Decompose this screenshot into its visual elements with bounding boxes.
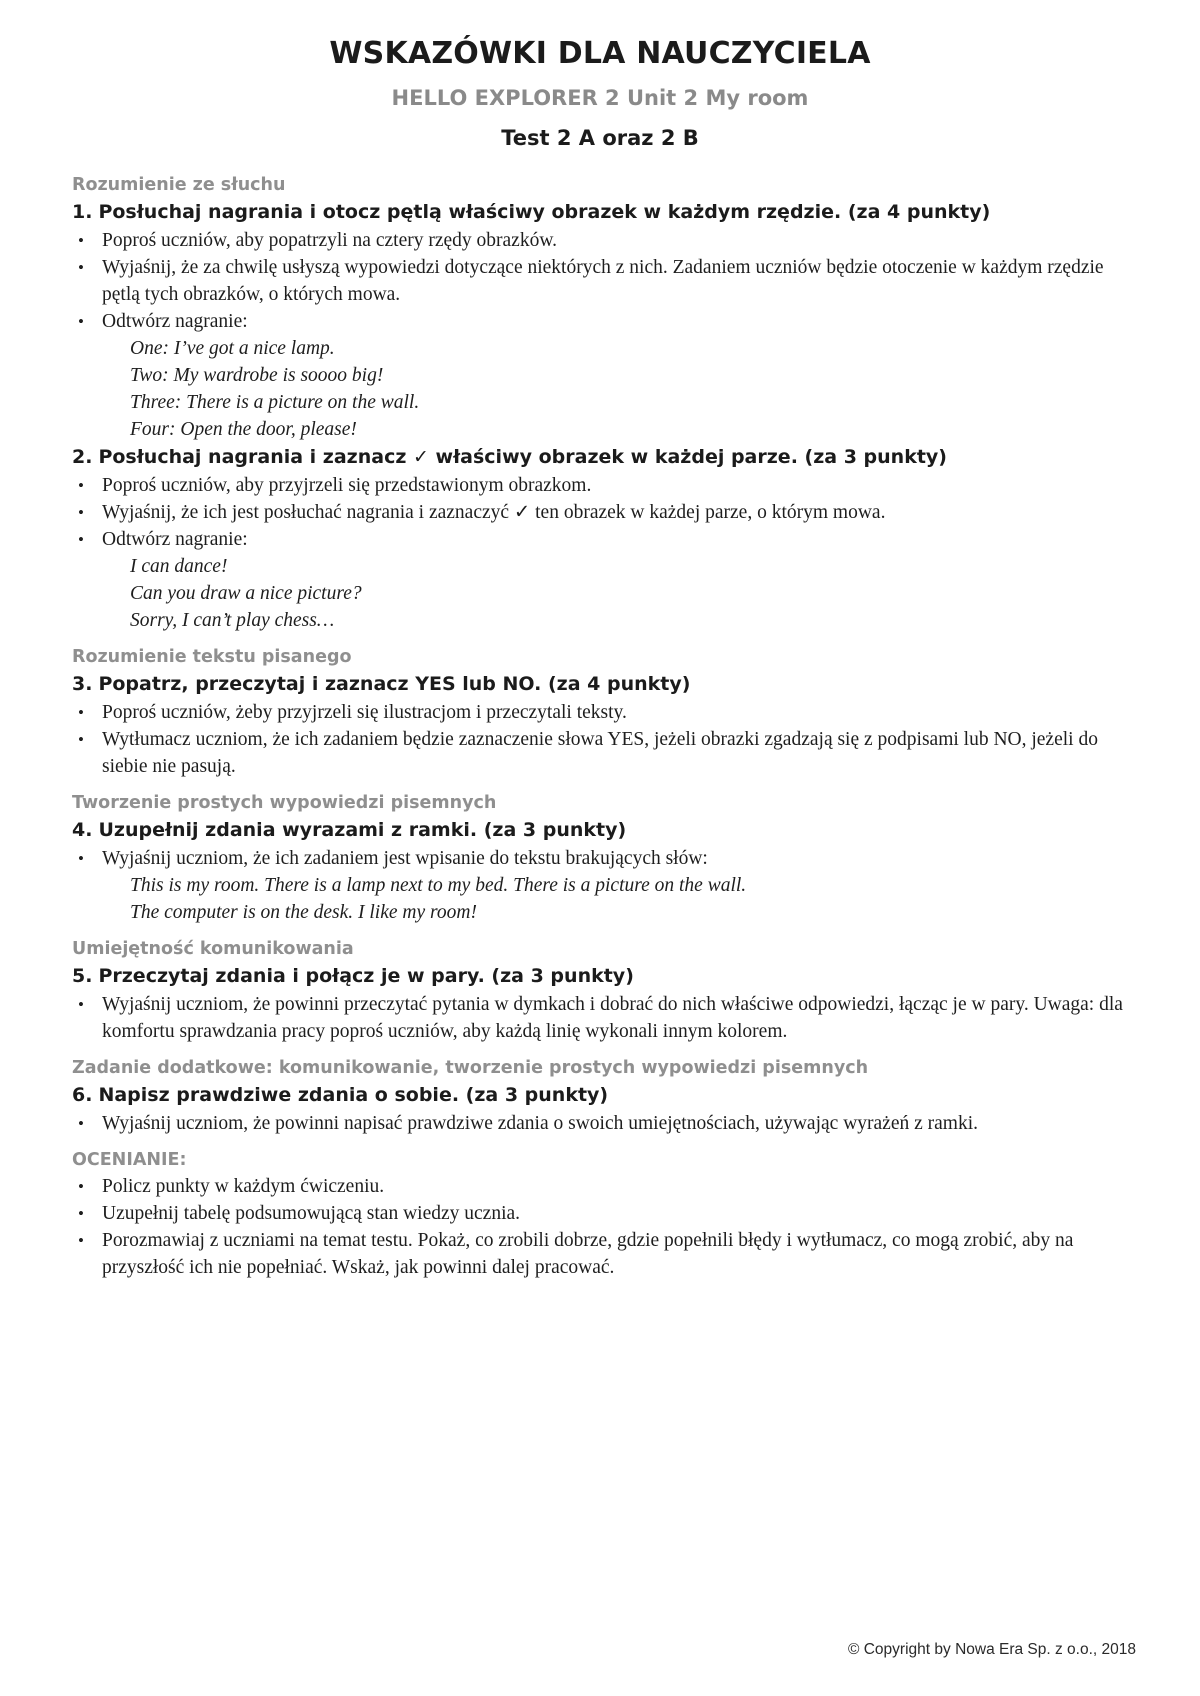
test-label: Test 2 A oraz 2 B bbox=[501, 126, 699, 150]
list-item: • Odtwórz nagranie: bbox=[72, 526, 1142, 553]
task-5-heading bbox=[72, 962, 1142, 991]
task-1-instructions bbox=[72, 227, 1142, 335]
list-item: • Porozmawiaj z uczniami na temat testu. Pokaż, co zrobili dobrze, gdzie popełnili błędy i wytłumacz, co mogą zrobić, aby na przyszłość ich nie popełniać. Wskaż, jak powinni dalej pracować. bbox=[72, 1227, 1142, 1281]
recording-line: I can dance! bbox=[130, 556, 228, 577]
example-text-line: The computer is on the desk. I like my room! bbox=[130, 902, 477, 923]
recording-line: Four: Open the door, please! bbox=[130, 419, 357, 440]
list-item: • Uzupełnij tabelę podsumowującą stan wiedzy ucznia. bbox=[72, 1200, 1142, 1227]
recording-line: Three: There is a picture on the wall. bbox=[130, 392, 420, 413]
list-item: • Odtwórz nagranie: bbox=[72, 308, 1142, 335]
task-6-instructions bbox=[72, 1110, 1142, 1137]
list-item: • Poproś uczniów, aby popatrzyli na cztery rzędy obrazków. bbox=[72, 227, 1142, 254]
task-3-heading bbox=[72, 670, 1142, 699]
assessment-instructions bbox=[72, 1173, 1142, 1281]
task-4-heading bbox=[72, 816, 1142, 845]
section-heading: OCENIANIE: bbox=[72, 1150, 187, 1170]
task-1-heading bbox=[72, 198, 1142, 227]
list-item: • Poproś uczniów, aby przyjrzeli się przedstawionym obrazkom. bbox=[72, 472, 1142, 499]
list-item: • Policz punkty w każdym ćwiczeniu. bbox=[72, 1173, 1142, 1200]
section-heading: Tworzenie prostych wypowiedzi pisemnych bbox=[72, 793, 497, 813]
task-number: 5. bbox=[72, 965, 93, 987]
task-text: Uzupełnij zdania wyrazami z ramki. (za 3 punkty) bbox=[98, 819, 627, 841]
recording-line: Two: My wardrobe is soooo big! bbox=[130, 365, 384, 386]
section-heading: Zadanie dodatkowe: komunikowanie, tworzenie prostych wypowiedzi pisemnych bbox=[72, 1058, 869, 1078]
list-item: • Wyjaśnij uczniom, że ich zadaniem jest wpisanie do tekstu brakujących słów: bbox=[72, 845, 1142, 872]
recording-line: Sorry, I can’t play chess… bbox=[130, 610, 335, 631]
recording-line: Can you draw a nice picture? bbox=[130, 583, 362, 604]
section-extra-task bbox=[72, 1055, 1142, 1137]
section-heading: Rozumienie ze słuchu bbox=[72, 175, 286, 195]
list-item: • Wyjaśnij, że ich jest posłuchać nagrania i zaznaczyć ✓ ten obrazek w każdej parze, o którym mowa. bbox=[72, 499, 1142, 526]
list-item: • Wyjaśnij uczniom, że powinni przeczytać pytania w dymkach i dobrać do nich właściwe odpowiedzi, łącząc je w pary. Uwaga: dla komfortu sprawdzania pracy poproś uczniów, aby każdą linię wykonali innym kolorem. bbox=[72, 991, 1142, 1045]
task-text: Napisz prawdziwe zdania o sobie. (za 3 punkty) bbox=[98, 1084, 609, 1106]
task-text: Posłuchaj nagrania i otocz pętlą właściwy obrazek w każdym rzędzie. (za 4 punkty) bbox=[98, 201, 991, 223]
list-item: • Wytłumacz uczniom, że ich zadaniem będzie zaznaczenie słowa YES, jeżeli obrazki zgadzają się z podpisami lub NO, jeżeli do siebie nie pasują. bbox=[72, 726, 1142, 780]
example-text-line: This is my room. There is a lamp next to my bed. There is a picture on the wall. bbox=[130, 875, 747, 896]
task-number: 2. bbox=[72, 446, 93, 468]
section-heading: Rozumienie tekstu pisanego bbox=[72, 647, 352, 667]
section-reading bbox=[72, 644, 1142, 780]
task-number: 3. bbox=[72, 673, 93, 695]
task-2-instructions bbox=[72, 472, 1142, 553]
task-number: 4. bbox=[72, 819, 93, 841]
section-assessment bbox=[72, 1147, 1142, 1281]
section-heading: Umiejętność komunikowania bbox=[72, 939, 354, 959]
page-title: WSKAZÓWKI DLA NAUCZYCIELA bbox=[329, 36, 871, 71]
section-writing bbox=[72, 790, 1142, 926]
copyright-footer: © Copyright by Nowa Era Sp. z o.o., 2018 bbox=[848, 1641, 1136, 1658]
page-subtitle: HELLO EXPLORER 2 Unit 2 My room bbox=[391, 86, 809, 110]
task-text: Popatrz, przeczytaj i zaznacz YES lub NO. (za 4 punkty) bbox=[98, 673, 691, 695]
list-item: • Poproś uczniów, żeby przyjrzeli się ilustracjom i przeczytali teksty. bbox=[72, 699, 1142, 726]
task-6-heading bbox=[72, 1081, 1142, 1110]
task-number: 6. bbox=[72, 1084, 93, 1106]
task-4-instructions bbox=[72, 845, 1142, 872]
task-3-instructions bbox=[72, 699, 1142, 780]
task-number: 1. bbox=[72, 201, 93, 223]
section-communication bbox=[72, 936, 1142, 1045]
list-item: • Wyjaśnij, że za chwilę usłyszą wypowiedzi dotyczące niektórych z nich. Zadaniem uczniów będzie otoczenie w każdym rzędzie pętlą tych obrazków, o których mowa. bbox=[72, 254, 1142, 308]
task-text: Przeczytaj zdania i połącz je w pary. (za 3 punkty) bbox=[98, 965, 634, 987]
section-listening bbox=[72, 172, 1142, 634]
list-item: • Wyjaśnij uczniom, że powinni napisać prawdziwe zdania o swoich umiejętnościach, używając wyrażeń z ramki. bbox=[72, 1110, 1142, 1137]
task-2-heading bbox=[72, 443, 1142, 472]
task-text: Posłuchaj nagrania i zaznacz ✓ właściwy obrazek w każdej parze. (za 3 punkty) bbox=[98, 446, 947, 468]
recording-line: One: I’ve got a nice lamp. bbox=[130, 338, 335, 359]
content bbox=[72, 172, 1142, 1281]
task-5-instructions bbox=[72, 991, 1142, 1045]
